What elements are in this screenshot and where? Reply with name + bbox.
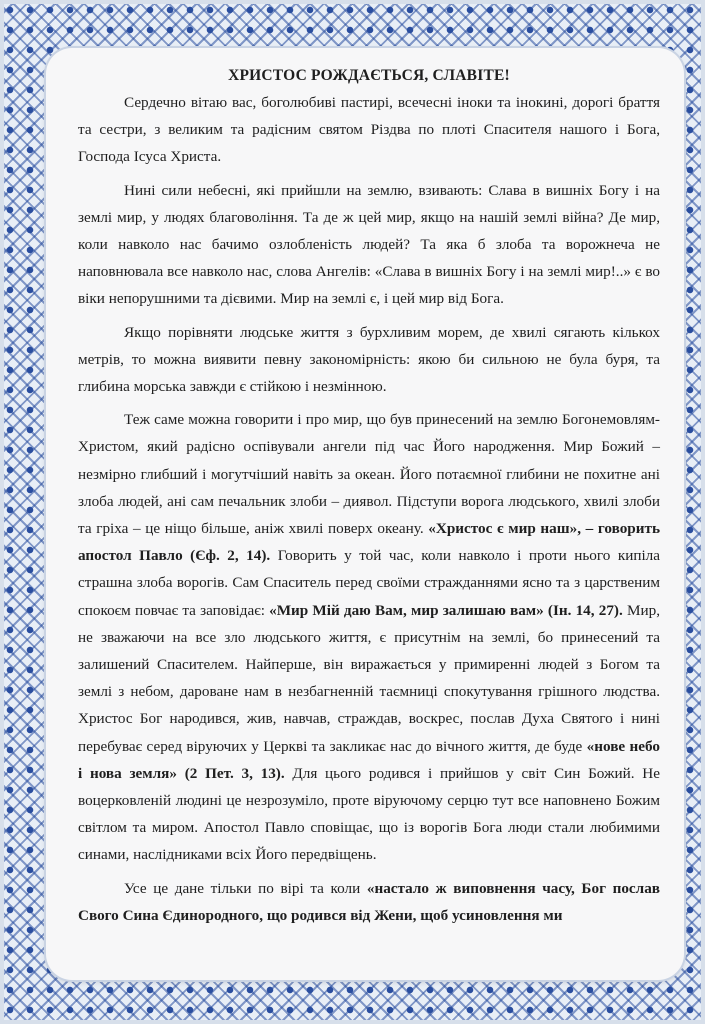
page-title: ХРИСТОС РОЖДАЄТЬСЯ, СЛАВІТЕ!	[228, 67, 510, 84]
paragraph-1: Сердечно вітаю вас, боголюбиві пастирі, всечесні іноки та інокині, дорогі браття та сестри, з великим та радісним святом Різдва по плоті Спасителя нашого і Бога, Господа Ісуса Христа.	[78, 94, 660, 166]
quote-john: «Мир Мій даю Вам, мир залишаю вам» (Ін. 14, 27).	[269, 601, 623, 619]
paragraph-2: Нині сили небесні, які прийшли на землю, взивають: Слава в вишніх Богу і на землі мир, у людях благовоління. Та де ж цей мир, якщо на нашій землі війна? Де мир, коли навколо нас бачимо озлобленість людей? Та яка б злоба та ворожнеча не наповнювала все навколо нас, слова Ангелів: «Слава в вишніх Богу і на землі мир!..» є во віки непорушними та дієвими. Мир на землі є, і цей мир від Бога.	[78, 181, 660, 308]
paragraph-3: Якщо порівняти людське життя з бурхливим морем, де хвилі сягають кількох метрів, то можна виявити певну закономірність: якою би сильною не була буря, та глибина морська завжди є стійкою і незмінною.	[78, 323, 660, 396]
paragraph-4-text-1: Теж саме можна говорити і про мир, що був принесений на землю Богонемовлям-Христом, який радісно оспівували ангели під час Його народження. Мир Божий – незмірно глибший і могутчіший навіть за океан. Його потаємної глибини не похитне ані злоба людей, ані сам печальник злоби – диявол. Підступи ворога людського, хвилі злоби та гріха – це ніщо більше, аніж хвилі поверх океану.	[78, 411, 660, 538]
document-body	[78, 56, 660, 935]
quote-galatians: «настало ж виповнення часу, Бог послав Свого Сина Єдинородного, що родився від Жени, щоб усиновлення ми	[78, 879, 660, 924]
paragraph-4-text-3: Мир, не зважаючи на все зло людського життя, є присутнім на землі, бо принесений та залишений Спасителем. Найперше, він виражається у примиренні людей з Богом та землі з небом, дароване нам в незбагненній таємниці спокутування грішного людства. Христос Бог народився, жив, навчав, страждав, воскрес, послав Духа Святого і нині перебуває серед віруючих у Церкві та закликає нас до вічного життя, де буде	[78, 601, 660, 755]
paragraph-4-text-4: Для цього родився і прийшов у світ Син Божий. Не воцерковленій людині це незрозуміло, проте віруючому серцю тут все наповнено Божим світлом та миром. Апостол Павло сповіщає, що із ворогів Бога люди стали любимими синами, наслідниками всіх Його передвіщень.	[78, 764, 660, 864]
paragraph-4	[78, 406, 660, 868]
paragraph-4-text-2: Говорить у той час, коли навколо і проти нього кипіла страшна злоба ворогів. Сам Спаситель перед своїми стражданнями ясно та з царственим спокоєм повчає та заповідає:	[78, 547, 660, 619]
paragraph-5-text-1: Усе це дане тільки по вірі та коли	[124, 879, 367, 897]
quote-2-peter: «нове небо і нова земля» (2 Пет. 3, 13).	[78, 737, 660, 782]
paragraph-5	[78, 875, 660, 929]
quote-ephesians: «Христос є мир наш», – говорить апостол Павло (Єф. 2, 14).	[78, 520, 660, 565]
document-page	[46, 48, 684, 980]
